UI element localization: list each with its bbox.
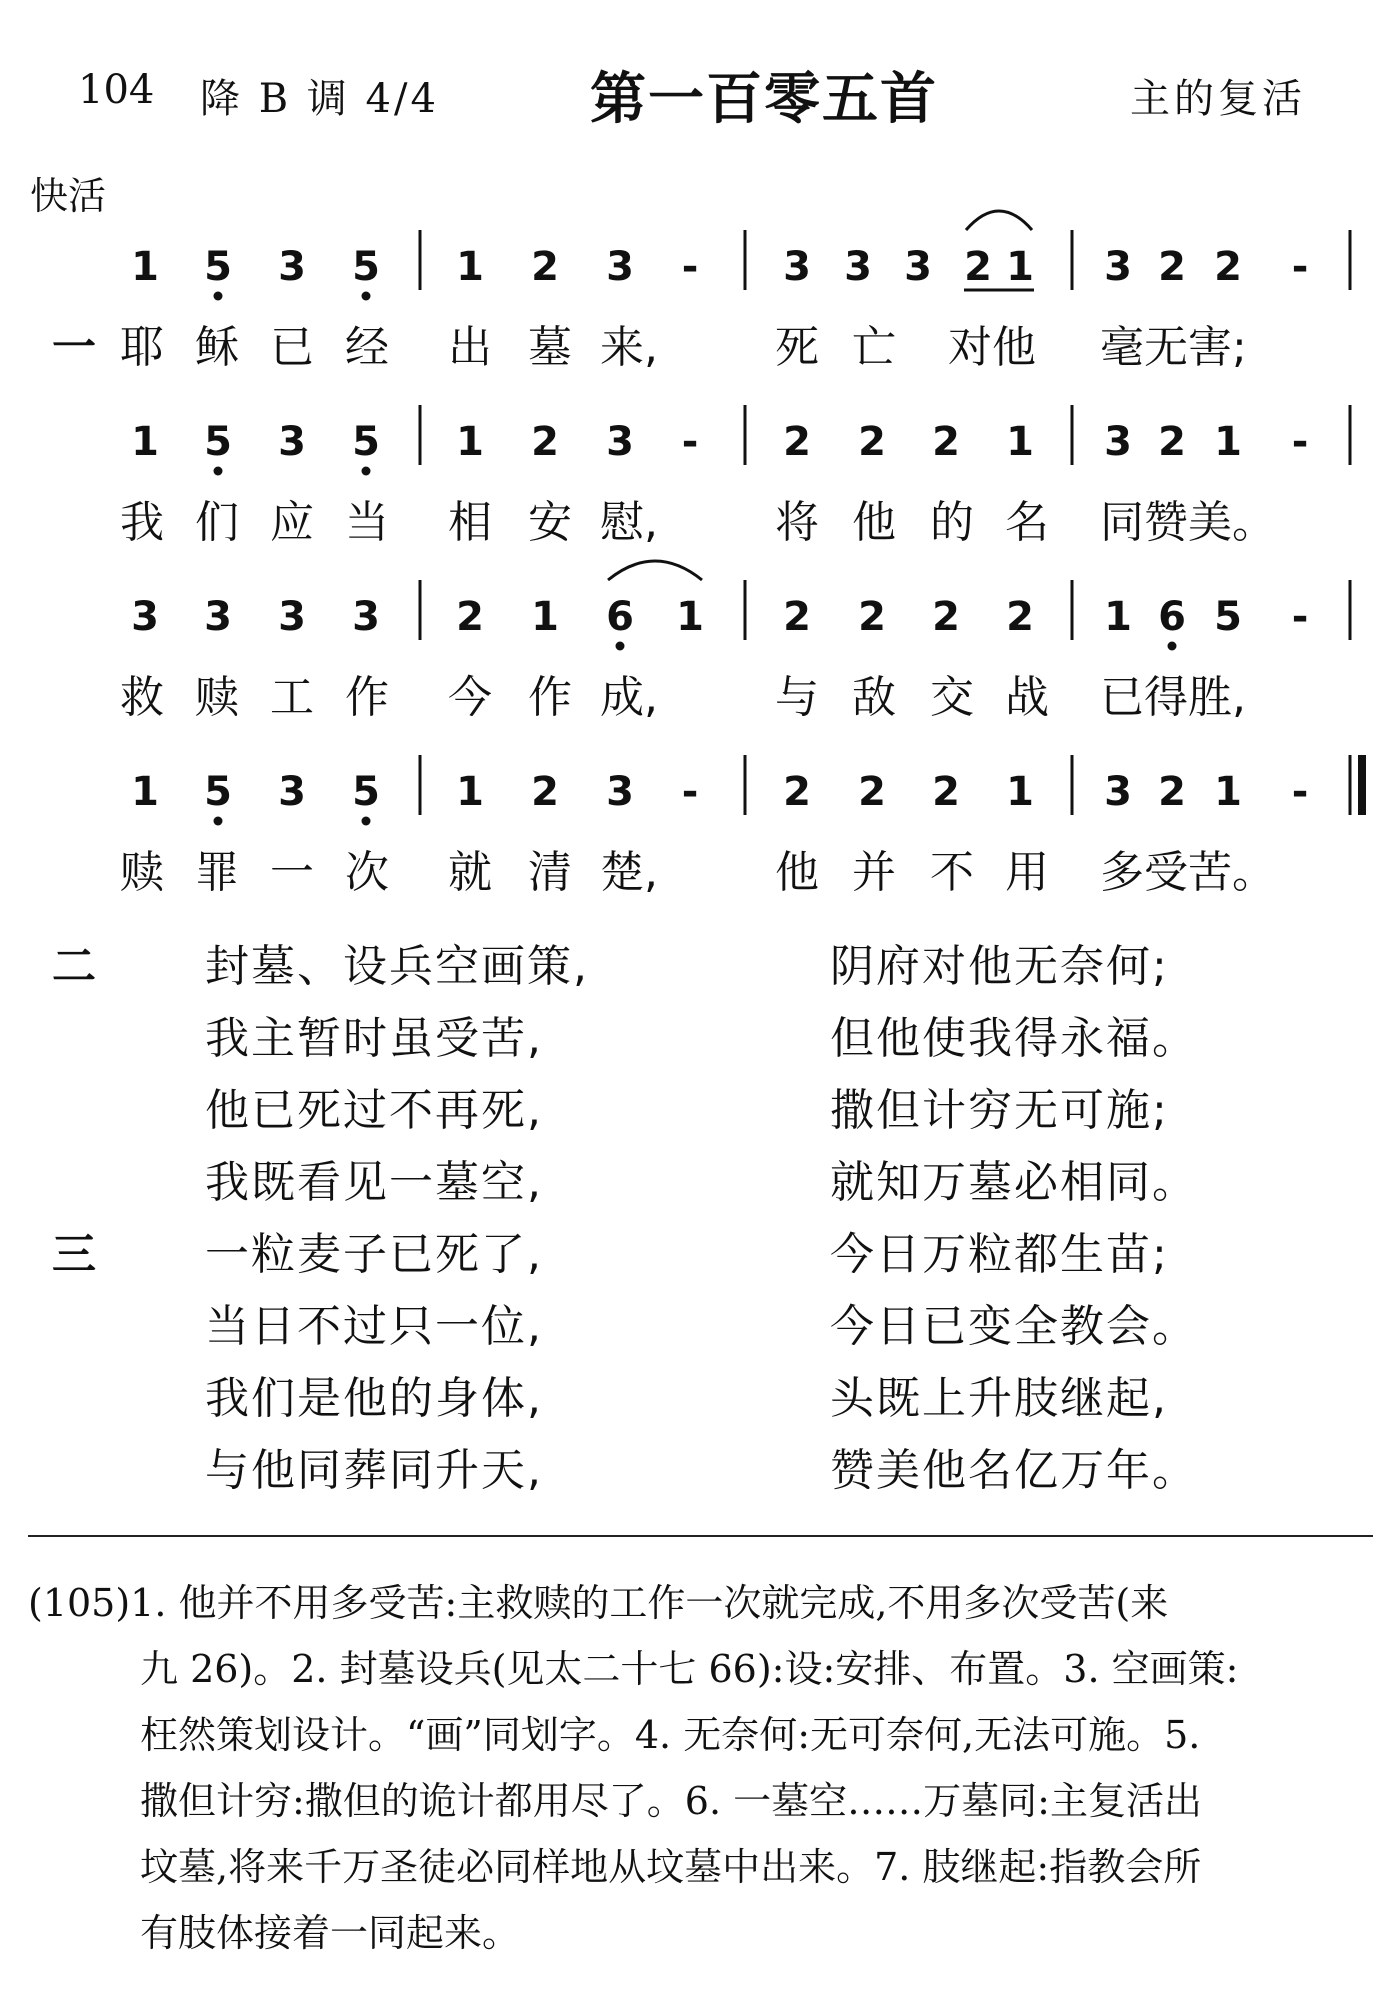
lyric-syllable: 安 (528, 497, 572, 548)
score-note: 3 (606, 244, 634, 290)
lyric-syllable: 赎 (120, 847, 164, 898)
lyric-syllable: 已 (270, 322, 314, 373)
low-octave-dot (362, 292, 371, 301)
lyric-syllable: 楚, (600, 847, 658, 898)
low-octave-dot (214, 817, 223, 826)
verse-left: 当日不过只一位, (205, 1301, 543, 1352)
lyric-syllable: 应 (270, 497, 314, 548)
score-note: - (1291, 244, 1309, 290)
score-note: - (681, 769, 699, 815)
score-note: 6 (1158, 594, 1186, 640)
score-note: 2 (1158, 769, 1186, 815)
verse-right: 就知万墓必相同。 (830, 1157, 1198, 1208)
lyric-syllable: 死 (775, 322, 819, 373)
score-note: 1 (131, 244, 159, 290)
score-note: 2 (858, 769, 886, 815)
score-note: 2 (1214, 244, 1242, 290)
verse-right: 今日已变全教会。 (830, 1301, 1198, 1352)
verse-line (0, 1074, 1400, 1146)
score-note: 3 (131, 594, 159, 640)
score-note: 3 (278, 594, 306, 640)
score-note: 2 (964, 244, 992, 290)
footnote-line: 撒但计穷:撒但的诡计都用尽了。6. 一墓空……万墓同:主复活出 (140, 1779, 1202, 1823)
score-note: 5 (352, 419, 380, 465)
score-note: 1 (131, 419, 159, 465)
score-note: 2 (932, 594, 960, 640)
lyric-syllable: 名 (1005, 497, 1049, 548)
lyric-syllable: 当 (345, 497, 389, 548)
lyric-syllable: 今 (448, 672, 492, 723)
lyric-syllable: 对他 (948, 322, 1036, 373)
score-note: 2 (1158, 419, 1186, 465)
verse-left: 与他同葬同升天, (205, 1445, 543, 1496)
lyric-syllable: 我 (120, 497, 164, 548)
verse-right: 但他使我得永福。 (830, 1013, 1198, 1064)
lyric-syllable: 一 (270, 847, 314, 898)
verse-left: 我们是他的身体, (205, 1373, 543, 1424)
low-octave-dot (616, 642, 625, 651)
score-note: 1 (456, 244, 484, 290)
verse-line (0, 1002, 1400, 1074)
low-octave-dot (362, 467, 371, 476)
lyric-syllable: 就 (448, 847, 492, 898)
score-note: 1 (456, 419, 484, 465)
verse-left: 他已死过不再死, (205, 1085, 543, 1136)
lyric-syllable: 稣 (195, 322, 239, 373)
verse-right: 头既上升肢继起, (830, 1373, 1168, 1424)
verse-right: 阴府对他无奈何; (830, 941, 1169, 992)
score-note: 2 (456, 594, 484, 640)
lyric-syllable: 来, (600, 322, 658, 373)
lyric-syllable: 经 (345, 322, 389, 373)
score-note: 5 (1214, 594, 1242, 640)
score-note: 1 (456, 769, 484, 815)
lyric-syllable: 他 (775, 847, 819, 898)
verse-line (0, 1290, 1400, 1362)
verse-line (0, 1434, 1400, 1506)
score-note: - (1291, 419, 1309, 465)
score-note: 2 (783, 594, 811, 640)
lyric-syllable: 用 (1005, 847, 1049, 898)
verse-line (0, 930, 1400, 1002)
score-note: - (681, 244, 699, 290)
lyric-syllable: 战 (1005, 672, 1049, 723)
footnote-line: 有肢体接着一同起来。 (140, 1911, 521, 1955)
score-note: 5 (204, 419, 232, 465)
lyric-syllable: 并 (852, 847, 896, 898)
lyric-syllable: 的 (930, 497, 974, 548)
verse-left: 封墓、设兵空画策, (205, 941, 589, 992)
verse-line (0, 1362, 1400, 1434)
lyric-syllable: 毫无害; (1100, 322, 1247, 373)
score-note: 6 (606, 594, 634, 640)
score-note: 3 (204, 594, 232, 640)
score-note: 3 (606, 419, 634, 465)
score-note: 5 (352, 769, 380, 815)
score-note: 1 (1104, 594, 1132, 640)
score-note: 2 (1006, 594, 1034, 640)
score-note: 2 (531, 244, 559, 290)
score-note: 3 (783, 244, 811, 290)
low-octave-dot (214, 292, 223, 301)
lyric-syllable: 耶 (120, 322, 164, 373)
verse-line (0, 1218, 1400, 1290)
lyric-syllable: 清 (528, 847, 572, 898)
score-note: 5 (204, 244, 232, 290)
score-note: 3 (1104, 769, 1132, 815)
score-note: - (1291, 594, 1309, 640)
score-note: 2 (858, 419, 886, 465)
score-note: 1 (531, 594, 559, 640)
lyric-syllable: 次 (345, 847, 389, 898)
verse-left: 我既看见一墓空, (205, 1157, 543, 1208)
score-note: 3 (278, 769, 306, 815)
score-note: 2 (783, 769, 811, 815)
score-note: 2 (783, 419, 811, 465)
slur-mark (608, 561, 702, 580)
score-note: 3 (904, 244, 932, 290)
score-note: 1 (1214, 769, 1242, 815)
score-note: 2 (932, 769, 960, 815)
verse-number: 三 (52, 1229, 96, 1280)
verse-right: 赞美他名亿万年。 (830, 1445, 1198, 1496)
divider-line (28, 1535, 1373, 1537)
score-note: 3 (278, 244, 306, 290)
lyric-syllable: 同赞美。 (1100, 497, 1276, 548)
footnote-line: 枉然策划设计。“画”同划字。4. 无奈何:无可奈何,无法可施。5. (140, 1713, 1201, 1757)
score-note: 1 (1006, 244, 1034, 290)
lyric-syllable: 成, (600, 672, 658, 723)
verse-right: 撒但计穷无可施; (830, 1085, 1169, 1136)
footnote-line: 坟墓,将来千万圣徒必同样地从坟墓中出来。7. 肢继起:指教会所 (140, 1845, 1202, 1889)
score-note: 3 (1104, 419, 1132, 465)
lyric-syllable: 慰, (600, 497, 658, 548)
score-note: 5 (352, 244, 380, 290)
score-note: 1 (676, 594, 704, 640)
score-note: 3 (278, 419, 306, 465)
low-octave-dot (1168, 642, 1177, 651)
verse-number: 一 (52, 322, 96, 373)
lyric-syllable: 出 (448, 322, 492, 373)
score-note: 3 (606, 769, 634, 815)
score-note: 2 (531, 419, 559, 465)
lyric-syllable: 墓 (528, 322, 572, 373)
low-octave-dot (362, 817, 371, 826)
score-note: 1 (1006, 419, 1034, 465)
tempo-marking: 快活 (30, 174, 107, 218)
lyric-syllable: 罪 (195, 847, 239, 898)
lyric-syllable: 与 (775, 672, 819, 723)
verse-right: 今日万粒都生苗; (830, 1229, 1169, 1280)
verse-left: 我主暂时虽受苦, (205, 1013, 543, 1064)
verse-number: 二 (52, 941, 96, 992)
score-note: 3 (1104, 244, 1132, 290)
lyric-syllable: 亡 (852, 322, 896, 373)
score-note: 1 (1006, 769, 1034, 815)
lyric-syllable: 们 (195, 497, 239, 548)
score-note: 3 (844, 244, 872, 290)
slur-mark (966, 211, 1032, 230)
score-note: - (681, 419, 699, 465)
lyric-syllable: 工 (270, 672, 314, 723)
score-note: 1 (131, 769, 159, 815)
score-note: 2 (858, 594, 886, 640)
score-note: 5 (204, 769, 232, 815)
lyric-syllable: 已得胜, (1100, 672, 1246, 723)
lyric-syllable: 赎 (195, 672, 239, 723)
lyric-syllable: 交 (930, 672, 974, 723)
lyric-syllable: 敌 (852, 672, 896, 723)
score-note: 2 (932, 419, 960, 465)
key-signature: 降 B 调 4/4 (200, 76, 439, 122)
footnote-line: 九 26)。2. 封墓设兵(见太二十七 66):设:安排、布置。3. 空画策: (140, 1647, 1239, 1691)
score-note: 1 (1214, 419, 1242, 465)
score-note: 3 (352, 594, 380, 640)
lyric-syllable: 相 (448, 497, 492, 548)
footnote-line: (105)1. 他并不用多受苦:主救赎的工作一次就完成,不用多次受苦(来 (28, 1581, 1169, 1625)
lyric-syllable: 救 (120, 672, 164, 723)
score-note: - (1291, 769, 1309, 815)
lyric-syllable: 不 (930, 847, 974, 898)
lyric-syllable: 他 (852, 497, 896, 548)
lyric-syllable: 作 (528, 672, 572, 723)
lyric-syllable: 将 (775, 497, 819, 548)
score-note: 2 (531, 769, 559, 815)
score-note: 2 (1158, 244, 1186, 290)
lyric-syllable: 作 (345, 672, 389, 723)
page-number: 104 (78, 67, 155, 113)
verse-left: 一粒麦子已死了, (205, 1229, 543, 1280)
hymn-title: 第一百零五首 (590, 67, 938, 132)
hymn-theme: 主的复活 (1130, 76, 1306, 122)
lyric-syllable: 多受苦。 (1100, 847, 1276, 898)
footnotes (28, 1570, 1378, 1966)
low-octave-dot (214, 467, 223, 476)
verse-line (0, 1146, 1400, 1218)
